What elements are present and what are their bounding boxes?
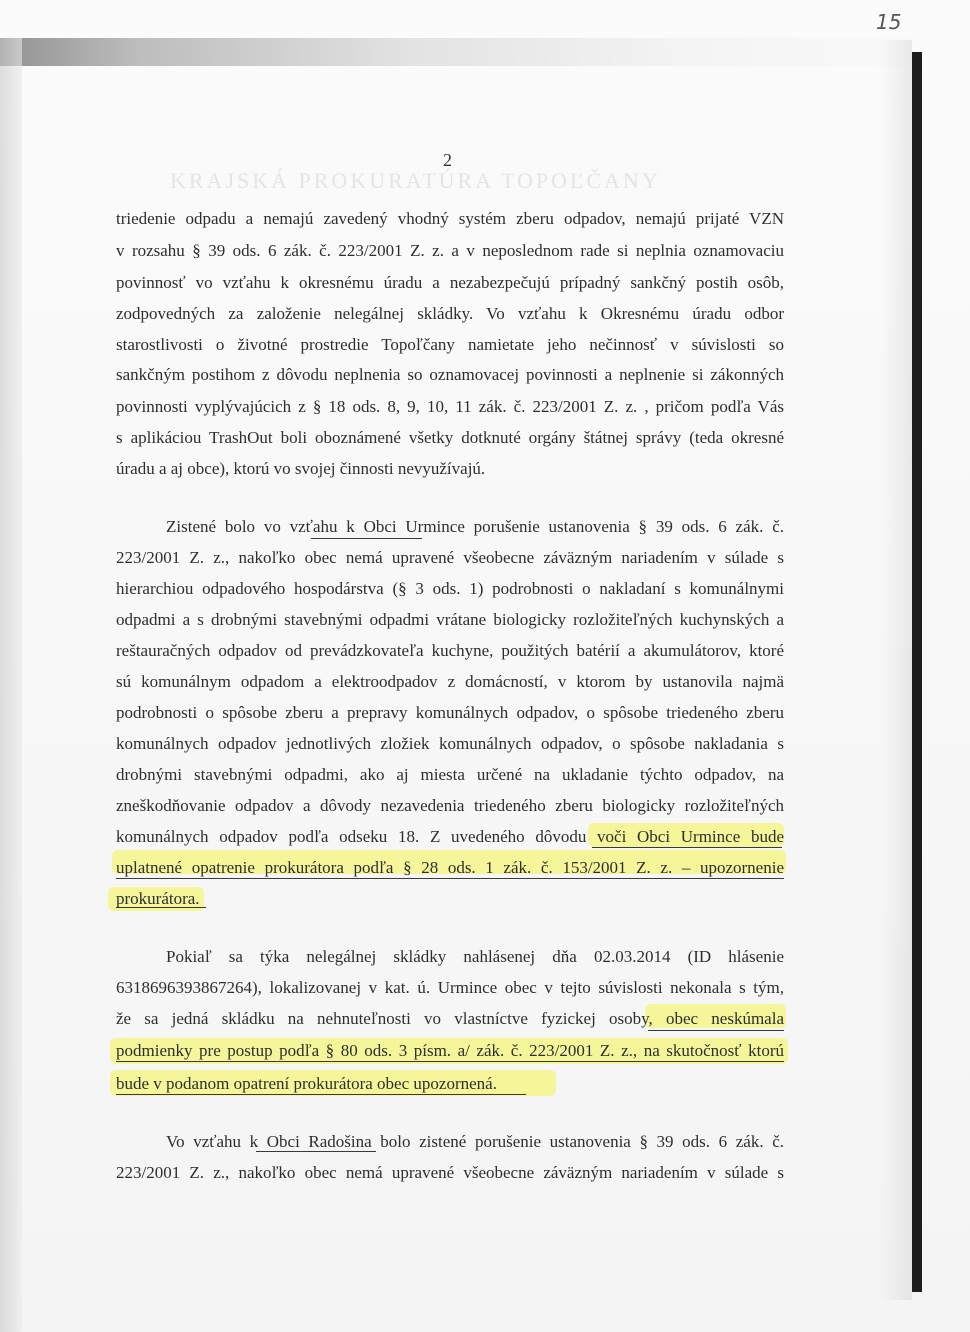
text-line: sankčným postihom z dôvodu neplnenia so oznamovacej povinnosti a neplnenie si zákonných [116, 365, 784, 384]
scan-right-edge [880, 40, 912, 1300]
text-line: zodpovedných za založenie nelegálnej skládky. Vo vzťahu k Okresnému úradu odbor [116, 304, 784, 323]
text-line: v rozsahu § 39 ods. 6 zák. č. 223/2001 Z. z. a v neposlednom rade si neplnia oznamovaciu [116, 241, 784, 260]
text-line: s aplikáciou TrashOut boli oboznámené všetky dotknuté orgány štátnej správy (teda okresné [116, 428, 784, 447]
text-line: Vo vzťahu k Obci Radošina bolo zistené porušenie ustanovenia § 39 ods. 6 zák. č. [166, 1132, 784, 1151]
underline-mark [648, 1030, 784, 1031]
text-line: odpadmi a s drobnými stavebnými odpadmi vrátane biologicky rozložiteľných kuchynských a [116, 610, 784, 629]
text-line: úradu a aj obce), ktorú vo svojej činnosti nevyužívajú. [116, 459, 486, 478]
text-line: bude v podanom opatrení prokurátora obec upozornená. [116, 1074, 497, 1093]
ghost-header-text: KRAJSKÁ PROKURATÚRA TOPOĽČANY [170, 168, 661, 193]
text-line: 223/2001 Z. z., nakoľko obec nemá upravené všeobecne záväzným nariadením v súlade s [116, 548, 784, 567]
text-line: 6318696393867264), lokalizovanej v kat. ú. Urmince obec v tejto súvislosti nekonala s tým, [116, 978, 784, 997]
text-line: hierarchiou odpadového hospodárstva (§ 3 ods. 1) podrobnosti o nakladaní s komunálnymi [116, 579, 784, 598]
scan-right-border [912, 52, 922, 1292]
text-line: zneškodňovanie odpadov a dôvody nezavedenia triedeného zberu biologicky rozložiteľných [116, 796, 784, 815]
underline-mark [311, 538, 422, 539]
text-line: sú komunálnym odpadom a elektroodpadov z domácností, v ktorom by ustanovila najmä [116, 672, 784, 691]
text-line: povinnosti vyplývajúcich z § 18 ods. 8, 9, 10, 11 zák. č. 223/2001 Z. z. , pričom podľa Vás [116, 397, 784, 416]
text-line: komunálnych odpadov jednotlivých zložiek komunálnych odpadov, o spôsobe nakladania s [116, 734, 784, 753]
text-line: starostlivosti o životné prostredie Topoľčany namietate jeho nečinnosť v súvislosti so [116, 335, 784, 354]
page-number: 2 [443, 150, 452, 170]
text-line: reštauračných odpadov od prevádzkovateľa kuchyne, použitých batérií a akumulátorov, ktoré [116, 641, 784, 660]
text-line: drobnými stavebnými odpadmi, ako aj miesta určené na ukladanie týchto odpadov, na [116, 765, 784, 784]
text-line: prokurátora. [116, 889, 200, 908]
text-line: povinnosť vo vzťahu k okresnému úradu a nezabezpečujú prípadný sankčný postih osôb, [116, 273, 784, 292]
text-line: podrobnosti o spôsobe zberu a prepravy komunálnych odpadov, o spôsobe triedeného zberu [116, 703, 784, 722]
scan-shadow-left [0, 38, 22, 1332]
text-line: podmienky pre postup podľa § 80 ods. 3 písm. a/ zák. č. 223/2001 Z. z., na skutočnosť ktorú [116, 1041, 784, 1060]
handwritten-page-mark: 15 [876, 10, 902, 34]
text-line: 223/2001 Z. z., nakoľko obec nemá upravené všeobecne záväzným nariadením v súlade s [116, 1163, 784, 1182]
text-line: uplatnené opatrenie prokurátora podľa § 28 ods. 1 zák. č. 153/2001 Z. z. – upozornenie [116, 858, 784, 877]
text-line: komunálnych odpadov podľa odseku 18. Z uvedeného dôvodu voči Obci Urmince bude [116, 827, 784, 846]
text-line: Pokiaľ sa týka nelegálnej skládky nahlásenej dňa 02.03.2014 (ID hlásenie [166, 947, 784, 966]
text-line: triedenie odpadu a nemajú zavedený vhodný systém zberu odpadov, nemajú prijaté VZN [116, 209, 784, 228]
text-line: že sa jedná skládku na nehnuteľnosti vo vlastníctve fyzickej osoby, obec neskúmala [116, 1009, 784, 1028]
scan-shadow-top [0, 38, 912, 66]
text-line: Zistené bolo vo vzťahu k Obci Urmince porušenie ustanovenia § 39 ods. 6 zák. č. [166, 517, 784, 536]
